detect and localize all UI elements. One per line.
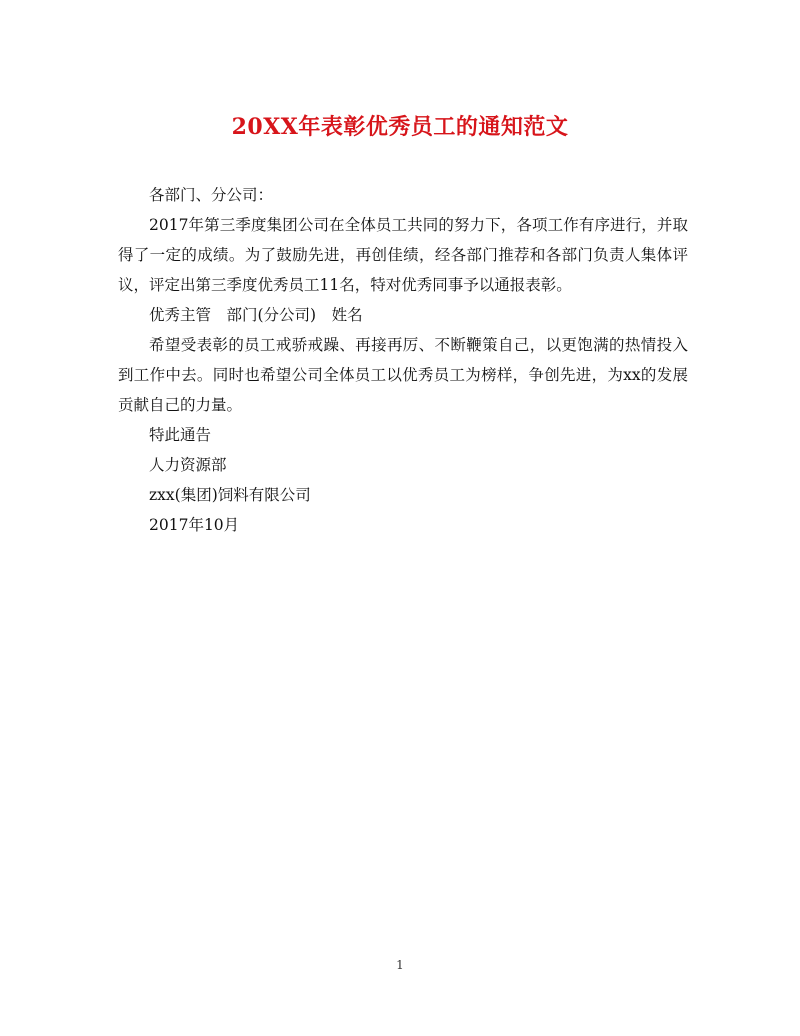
paragraph-encouragement: 希望受表彰的员工戒骄戒躁、再接再厉、不断鞭策自己，以更饱满的热情投入到工作中去。同时也希望公司全体员工以优秀员工为榜样，争创先进，为xx的发展贡献自己的力量。	[118, 336, 688, 414]
issue-date: 2017年10月	[149, 516, 240, 534]
document-title: 20XX年表彰优秀员工的通知范文	[231, 114, 569, 140]
page-number: 1	[396, 958, 404, 972]
closing-notice: 特此通告	[149, 426, 212, 444]
company-name: zxx(集团)饲料有限公司	[149, 486, 311, 504]
table-header-line: 优秀主管 部门(分公司) 姓名	[149, 306, 363, 324]
salutation: 各部门、分公司：	[149, 186, 274, 204]
document-body	[118, 180, 688, 540]
paragraph-announcement: 2017年第三季度集团公司在全体员工共同的努力下，各项工作有序进行，并取得了一定的成绩。为了鼓励先进，再创佳绩，经各部门推荐和各部门负责人集体评议，评定出第三季度优秀员工11名，特对优秀同事予以通报表彰。	[118, 216, 688, 294]
issuing-department: 人力资源部	[149, 456, 227, 474]
